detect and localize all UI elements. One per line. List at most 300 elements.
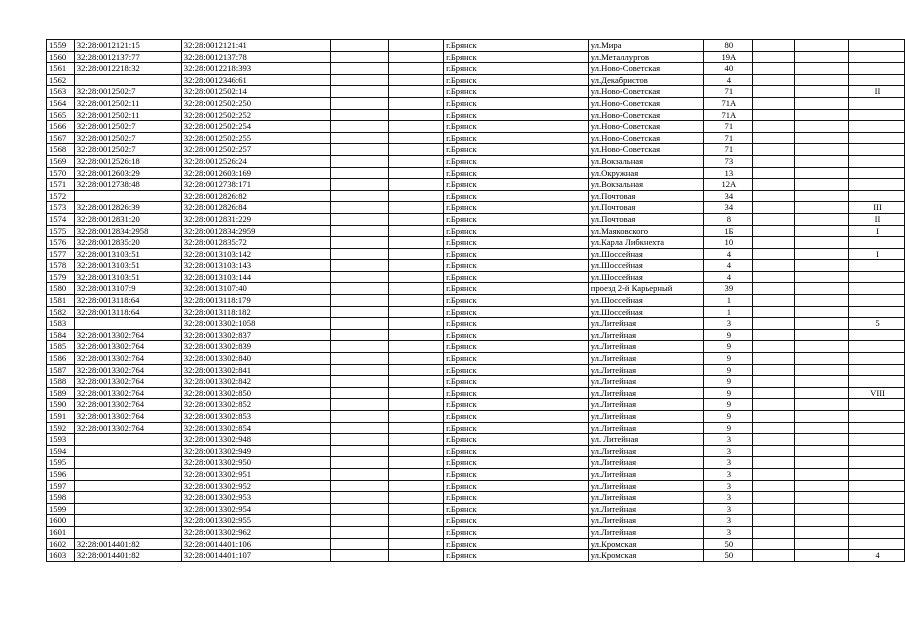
house-number-cell: 3: [703, 480, 752, 492]
table-row: [47, 121, 905, 133]
house-number-cell: 8: [703, 213, 752, 225]
blank-column-a-cell: [331, 109, 388, 121]
row-number-cell: 1560: [47, 51, 75, 63]
object-cadastral-number-cell: 32:28:0012502:252: [181, 109, 331, 121]
object-cadastral-number-cell: 32:28:0013103:143: [181, 260, 331, 272]
object-cadastral-number-cell: 32:28:0012831:229: [181, 213, 331, 225]
parcel-cadastral-number-cell: 32:28:0012826:39: [74, 202, 181, 214]
blank-column-c-cell: [752, 202, 794, 214]
row-number-cell: 1570: [47, 167, 75, 179]
table-row: [47, 63, 905, 75]
street-cell: ул.Ново-Советская: [588, 86, 703, 98]
street-cell: ул. Литейная: [588, 434, 703, 446]
house-number-cell: 9: [703, 376, 752, 388]
street-cell: ул.Литейная: [588, 329, 703, 341]
table-row: [47, 271, 905, 283]
blank-column-c-cell: [752, 457, 794, 469]
table-row: [47, 283, 905, 295]
house-number-cell: 4: [703, 260, 752, 272]
house-number-cell: 3: [703, 468, 752, 480]
blank-column-d-cell: [794, 376, 848, 388]
blank-column-c-cell: [752, 132, 794, 144]
table-row: [47, 213, 905, 225]
row-number-cell: 1598: [47, 492, 75, 504]
blank-column-b-cell: [388, 179, 443, 191]
premises-number-cell: [849, 132, 905, 144]
house-number-cell: 71А: [703, 109, 752, 121]
city-cell: г.Брянск: [444, 132, 589, 144]
blank-column-d-cell: [794, 51, 848, 63]
street-cell: ул.Почтовая: [588, 213, 703, 225]
blank-column-b-cell: [388, 364, 443, 376]
blank-column-b-cell: [388, 121, 443, 133]
blank-column-d-cell: [794, 132, 848, 144]
city-cell: г.Брянск: [444, 411, 589, 423]
blank-column-d-cell: [794, 40, 848, 52]
blank-column-b-cell: [388, 225, 443, 237]
object-cadastral-number-cell: 32:28:0013302:962: [181, 526, 331, 538]
blank-column-b-cell: [388, 387, 443, 399]
blank-column-c-cell: [752, 167, 794, 179]
blank-column-b-cell: [388, 376, 443, 388]
object-cadastral-number-cell: 32:28:0013302:955: [181, 515, 331, 527]
house-number-cell: 3: [703, 526, 752, 538]
city-cell: г.Брянск: [444, 190, 589, 202]
object-cadastral-number-cell: 32:28:0013302:840: [181, 353, 331, 365]
parcel-cadastral-number-cell: 32:28:0013103:51: [74, 248, 181, 260]
blank-column-d-cell: [794, 526, 848, 538]
parcel-cadastral-number-cell: 32:28:0014401:82: [74, 550, 181, 562]
blank-column-b-cell: [388, 97, 443, 109]
object-cadastral-number-cell: 32:28:0012603:169: [181, 167, 331, 179]
object-cadastral-number-cell: 32:28:0012346:61: [181, 74, 331, 86]
object-cadastral-number-cell: 32:28:0013302:953: [181, 492, 331, 504]
object-cadastral-number-cell: 32:28:0013302:853: [181, 411, 331, 423]
blank-column-a-cell: [331, 74, 388, 86]
blank-column-c-cell: [752, 387, 794, 399]
blank-column-c-cell: [752, 515, 794, 527]
blank-column-a-cell: [331, 445, 388, 457]
blank-column-a-cell: [331, 40, 388, 52]
city-cell: г.Брянск: [444, 109, 589, 121]
blank-column-d-cell: [794, 353, 848, 365]
row-number-cell: 1597: [47, 480, 75, 492]
table-row: [47, 434, 905, 446]
house-number-cell: 10: [703, 237, 752, 249]
premises-number-cell: [849, 144, 905, 156]
object-cadastral-number-cell: 32:28:0013302:949: [181, 445, 331, 457]
table-row: [47, 190, 905, 202]
street-cell: ул.Металлургов: [588, 51, 703, 63]
blank-column-c-cell: [752, 144, 794, 156]
street-cell: ул.Литейная: [588, 399, 703, 411]
city-cell: г.Брянск: [444, 341, 589, 353]
blank-column-b-cell: [388, 144, 443, 156]
blank-column-b-cell: [388, 51, 443, 63]
blank-column-b-cell: [388, 202, 443, 214]
city-cell: г.Брянск: [444, 167, 589, 179]
blank-column-c-cell: [752, 445, 794, 457]
blank-column-a-cell: [331, 468, 388, 480]
blank-column-a-cell: [331, 295, 388, 307]
city-cell: г.Брянск: [444, 353, 589, 365]
house-number-cell: 71А: [703, 97, 752, 109]
city-cell: г.Брянск: [444, 179, 589, 191]
parcel-cadastral-number-cell: [74, 74, 181, 86]
blank-column-a-cell: [331, 353, 388, 365]
blank-column-d-cell: [794, 434, 848, 446]
blank-column-b-cell: [388, 260, 443, 272]
blank-column-a-cell: [331, 341, 388, 353]
blank-column-a-cell: [331, 213, 388, 225]
parcel-cadastral-number-cell: 32:28:0012502:7: [74, 121, 181, 133]
table-row: [47, 167, 905, 179]
premises-number-cell: [849, 295, 905, 307]
premises-number-cell: [849, 353, 905, 365]
row-number-cell: 1571: [47, 179, 75, 191]
blank-column-b-cell: [388, 515, 443, 527]
city-cell: г.Брянск: [444, 74, 589, 86]
table-row: [47, 109, 905, 121]
table-row: [47, 179, 905, 191]
premises-number-cell: [849, 364, 905, 376]
parcel-cadastral-number-cell: 32:28:0012834:2958: [74, 225, 181, 237]
blank-column-a-cell: [331, 51, 388, 63]
city-cell: г.Брянск: [444, 422, 589, 434]
table-row: [47, 387, 905, 399]
parcel-cadastral-number-cell: 32:28:0012502:7: [74, 144, 181, 156]
premises-number-cell: [849, 503, 905, 515]
blank-column-c-cell: [752, 190, 794, 202]
street-cell: ул.Шоссейная: [588, 295, 703, 307]
street-cell: ул.Ново-Советская: [588, 144, 703, 156]
street-cell: ул.Литейная: [588, 318, 703, 330]
row-number-cell: 1599: [47, 503, 75, 515]
blank-column-a-cell: [331, 97, 388, 109]
blank-column-a-cell: [331, 387, 388, 399]
parcel-cadastral-number-cell: [74, 526, 181, 538]
premises-number-cell: III: [849, 202, 905, 214]
blank-column-a-cell: [331, 318, 388, 330]
parcel-cadastral-number-cell: [74, 480, 181, 492]
row-number-cell: 1600: [47, 515, 75, 527]
blank-column-b-cell: [388, 306, 443, 318]
table-row: [47, 260, 905, 272]
street-cell: ул.Шоссейная: [588, 248, 703, 260]
city-cell: г.Брянск: [444, 283, 589, 295]
blank-column-a-cell: [331, 225, 388, 237]
blank-column-a-cell: [331, 167, 388, 179]
house-number-cell: 71: [703, 144, 752, 156]
blank-column-d-cell: [794, 457, 848, 469]
table-row: [47, 399, 905, 411]
blank-column-b-cell: [388, 526, 443, 538]
row-number-cell: 1581: [47, 295, 75, 307]
blank-column-c-cell: [752, 109, 794, 121]
premises-number-cell: [849, 283, 905, 295]
blank-column-b-cell: [388, 550, 443, 562]
city-cell: г.Брянск: [444, 329, 589, 341]
blank-column-a-cell: [331, 237, 388, 249]
blank-column-b-cell: [388, 295, 443, 307]
blank-column-b-cell: [388, 248, 443, 260]
row-number-cell: 1582: [47, 306, 75, 318]
blank-column-d-cell: [794, 213, 848, 225]
table-row: [47, 480, 905, 492]
premises-number-cell: [849, 468, 905, 480]
blank-column-d-cell: [794, 550, 848, 562]
object-cadastral-number-cell: 32:28:0013302:952: [181, 480, 331, 492]
blank-column-a-cell: [331, 411, 388, 423]
city-cell: г.Брянск: [444, 271, 589, 283]
street-cell: ул.Ново-Советская: [588, 132, 703, 144]
blank-column-d-cell: [794, 480, 848, 492]
table-row: [47, 550, 905, 562]
table-row: [47, 74, 905, 86]
row-number-cell: 1569: [47, 155, 75, 167]
row-number-cell: 1566: [47, 121, 75, 133]
parcel-cadastral-number-cell: 32:28:0013302:764: [74, 411, 181, 423]
premises-number-cell: I: [849, 225, 905, 237]
house-number-cell: 71: [703, 121, 752, 133]
table-row: [47, 132, 905, 144]
blank-column-c-cell: [752, 225, 794, 237]
house-number-cell: 9: [703, 422, 752, 434]
street-cell: ул.Декабристов: [588, 74, 703, 86]
row-number-cell: 1562: [47, 74, 75, 86]
blank-column-a-cell: [331, 63, 388, 75]
premises-number-cell: [849, 434, 905, 446]
house-number-cell: 9: [703, 411, 752, 423]
blank-column-b-cell: [388, 283, 443, 295]
blank-column-a-cell: [331, 364, 388, 376]
parcel-cadastral-number-cell: 32:28:0013302:764: [74, 422, 181, 434]
parcel-cadastral-number-cell: [74, 492, 181, 504]
row-number-cell: 1586: [47, 353, 75, 365]
parcel-cadastral-number-cell: 32:28:0013302:764: [74, 364, 181, 376]
street-cell: ул.Окружная: [588, 167, 703, 179]
blank-column-b-cell: [388, 353, 443, 365]
blank-column-d-cell: [794, 329, 848, 341]
object-cadastral-number-cell: 32:28:0012502:257: [181, 144, 331, 156]
blank-column-d-cell: [794, 445, 848, 457]
row-number-cell: 1576: [47, 237, 75, 249]
house-number-cell: 9: [703, 387, 752, 399]
city-cell: г.Брянск: [444, 225, 589, 237]
blank-column-d-cell: [794, 248, 848, 260]
premises-number-cell: [849, 40, 905, 52]
city-cell: г.Брянск: [444, 51, 589, 63]
blank-column-b-cell: [388, 318, 443, 330]
table-row: [47, 364, 905, 376]
object-cadastral-number-cell: 32:28:0012835:72: [181, 237, 331, 249]
blank-column-c-cell: [752, 364, 794, 376]
object-cadastral-number-cell: 32:28:0012502:14: [181, 86, 331, 98]
blank-column-a-cell: [331, 132, 388, 144]
street-cell: ул.Ново-Советская: [588, 121, 703, 133]
blank-column-c-cell: [752, 329, 794, 341]
blank-column-d-cell: [794, 260, 848, 272]
house-number-cell: 4: [703, 74, 752, 86]
city-cell: г.Брянск: [444, 526, 589, 538]
house-number-cell: 9: [703, 329, 752, 341]
house-number-cell: 3: [703, 515, 752, 527]
table-row: [47, 376, 905, 388]
parcel-cadastral-number-cell: 32:28:0013118:64: [74, 295, 181, 307]
city-cell: г.Брянск: [444, 295, 589, 307]
city-cell: г.Брянск: [444, 376, 589, 388]
city-cell: г.Брянск: [444, 538, 589, 550]
blank-column-d-cell: [794, 399, 848, 411]
object-cadastral-number-cell: 32:28:0012834:2959: [181, 225, 331, 237]
blank-column-a-cell: [331, 179, 388, 191]
street-cell: ул.Литейная: [588, 364, 703, 376]
object-cadastral-number-cell: 32:28:0013302:951: [181, 468, 331, 480]
row-number-cell: 1575: [47, 225, 75, 237]
object-cadastral-number-cell: 32:28:0013302:839: [181, 341, 331, 353]
premises-number-cell: [849, 411, 905, 423]
city-cell: г.Брянск: [444, 387, 589, 399]
house-number-cell: 3: [703, 318, 752, 330]
blank-column-d-cell: [794, 341, 848, 353]
blank-column-c-cell: [752, 155, 794, 167]
parcel-cadastral-number-cell: 32:28:0013103:51: [74, 260, 181, 272]
house-number-cell: 3: [703, 503, 752, 515]
row-number-cell: 1580: [47, 283, 75, 295]
premises-number-cell: [849, 97, 905, 109]
table-row: [47, 422, 905, 434]
city-cell: г.Брянск: [444, 318, 589, 330]
street-cell: ул.Литейная: [588, 492, 703, 504]
blank-column-c-cell: [752, 434, 794, 446]
street-cell: ул.Литейная: [588, 387, 703, 399]
object-cadastral-number-cell: 32:28:0013302:837: [181, 329, 331, 341]
street-cell: ул.Шоссейная: [588, 271, 703, 283]
parcel-cadastral-number-cell: 32:28:0012835:20: [74, 237, 181, 249]
blank-column-b-cell: [388, 503, 443, 515]
row-number-cell: 1559: [47, 40, 75, 52]
blank-column-b-cell: [388, 457, 443, 469]
blank-column-c-cell: [752, 468, 794, 480]
blank-column-c-cell: [752, 318, 794, 330]
object-cadastral-number-cell: 32:28:0012137:78: [181, 51, 331, 63]
city-cell: г.Брянск: [444, 40, 589, 52]
street-cell: ул.Литейная: [588, 411, 703, 423]
premises-number-cell: II: [849, 86, 905, 98]
row-number-cell: 1565: [47, 109, 75, 121]
house-number-cell: 4: [703, 271, 752, 283]
blank-column-a-cell: [331, 492, 388, 504]
premises-number-cell: [849, 538, 905, 550]
row-number-cell: 1561: [47, 63, 75, 75]
blank-column-a-cell: [331, 399, 388, 411]
row-number-cell: 1591: [47, 411, 75, 423]
blank-column-c-cell: [752, 237, 794, 249]
blank-column-a-cell: [331, 480, 388, 492]
street-cell: ул.Ново-Советская: [588, 97, 703, 109]
object-cadastral-number-cell: 32:28:0013302:1058: [181, 318, 331, 330]
house-number-cell: 9: [703, 399, 752, 411]
table-row: [47, 295, 905, 307]
object-cadastral-number-cell: 32:28:0013302:854: [181, 422, 331, 434]
parcel-cadastral-number-cell: 32:28:0012121:15: [74, 40, 181, 52]
object-cadastral-number-cell: 32:28:0013302:841: [181, 364, 331, 376]
house-number-cell: 50: [703, 538, 752, 550]
blank-column-a-cell: [331, 457, 388, 469]
house-number-cell: 9: [703, 364, 752, 376]
premises-number-cell: [849, 457, 905, 469]
house-number-cell: 71: [703, 132, 752, 144]
premises-number-cell: [849, 329, 905, 341]
table-row: [47, 248, 905, 260]
city-cell: г.Брянск: [444, 260, 589, 272]
premises-number-cell: VIII: [849, 387, 905, 399]
premises-number-cell: [849, 167, 905, 179]
row-number-cell: 1589: [47, 387, 75, 399]
row-number-cell: 1593: [47, 434, 75, 446]
blank-column-c-cell: [752, 121, 794, 133]
premises-number-cell: [849, 341, 905, 353]
table-row: [47, 526, 905, 538]
table-row: [47, 515, 905, 527]
parcel-cadastral-number-cell: 32:28:0013302:764: [74, 353, 181, 365]
row-number-cell: 1573: [47, 202, 75, 214]
table-row: [47, 445, 905, 457]
blank-column-d-cell: [794, 86, 848, 98]
blank-column-c-cell: [752, 422, 794, 434]
house-number-cell: 12А: [703, 179, 752, 191]
blank-column-a-cell: [331, 144, 388, 156]
premises-number-cell: [849, 480, 905, 492]
parcel-cadastral-number-cell: [74, 318, 181, 330]
premises-number-cell: [849, 492, 905, 504]
premises-number-cell: II: [849, 213, 905, 225]
blank-column-d-cell: [794, 364, 848, 376]
blank-column-d-cell: [794, 295, 848, 307]
street-cell: ул.Мира: [588, 40, 703, 52]
street-cell: ул.Литейная: [588, 445, 703, 457]
blank-column-c-cell: [752, 179, 794, 191]
street-cell: ул.Кромская: [588, 538, 703, 550]
city-cell: г.Брянск: [444, 550, 589, 562]
blank-column-a-cell: [331, 306, 388, 318]
blank-column-b-cell: [388, 237, 443, 249]
row-number-cell: 1564: [47, 97, 75, 109]
object-cadastral-number-cell: 32:28:0014401:107: [181, 550, 331, 562]
blank-column-d-cell: [794, 179, 848, 191]
parcel-cadastral-number-cell: 32:28:0013118:64: [74, 306, 181, 318]
row-number-cell: 1592: [47, 422, 75, 434]
premises-number-cell: [849, 155, 905, 167]
blank-column-d-cell: [794, 492, 848, 504]
blank-column-b-cell: [388, 411, 443, 423]
blank-column-d-cell: [794, 271, 848, 283]
parcel-cadastral-number-cell: 32:28:0014401:82: [74, 538, 181, 550]
street-cell: ул.Литейная: [588, 503, 703, 515]
object-cadastral-number-cell: 32:28:0014401:106: [181, 538, 331, 550]
blank-column-c-cell: [752, 51, 794, 63]
row-number-cell: 1601: [47, 526, 75, 538]
blank-column-a-cell: [331, 526, 388, 538]
table-row: [47, 538, 905, 550]
blank-column-b-cell: [388, 480, 443, 492]
blank-column-a-cell: [331, 248, 388, 260]
blank-column-b-cell: [388, 434, 443, 446]
blank-column-a-cell: [331, 329, 388, 341]
table-row: [47, 353, 905, 365]
object-cadastral-number-cell: 32:28:0012502:254: [181, 121, 331, 133]
blank-column-c-cell: [752, 306, 794, 318]
